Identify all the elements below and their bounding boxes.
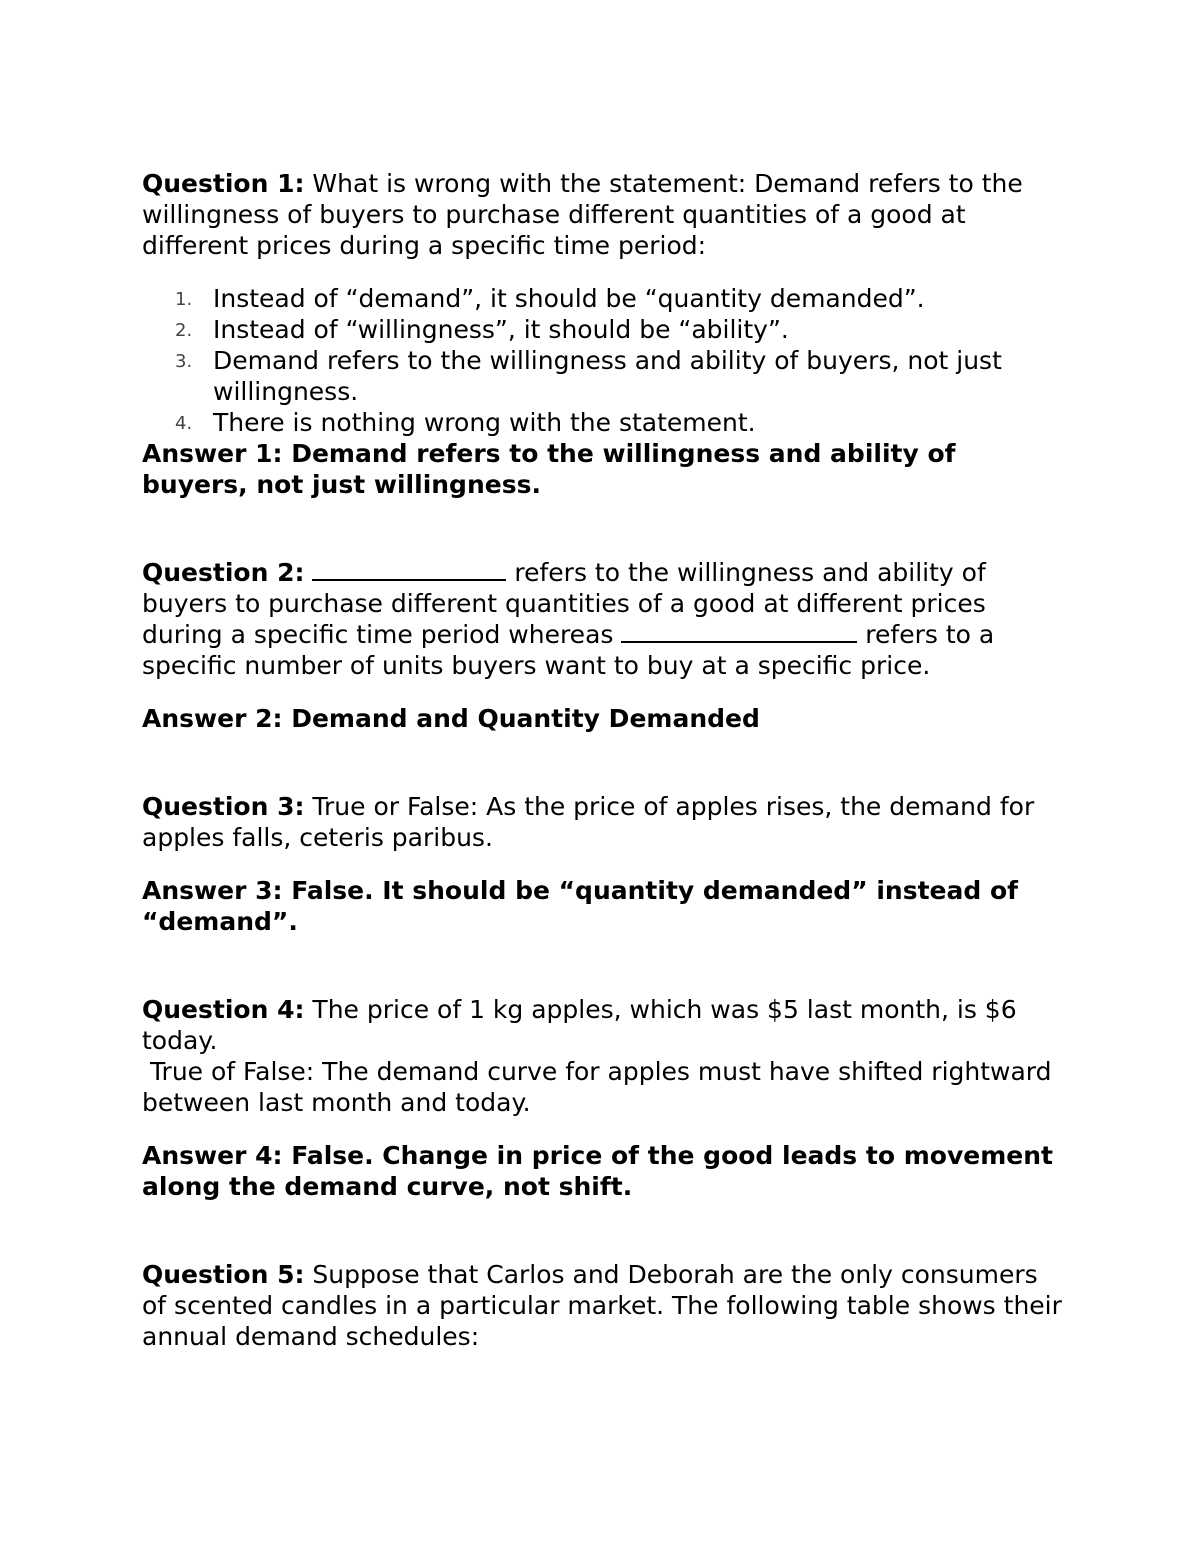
- spacer: [142, 1202, 1062, 1259]
- spacer: [142, 853, 1062, 875]
- question-3-label: Question 3:: [142, 792, 305, 821]
- question-2: [142, 557, 1062, 681]
- option-3-number: 3.: [175, 351, 193, 372]
- option-3: [142, 345, 1062, 407]
- question-5-text: Suppose that Carlos and Deborah are the only consumers of scented candles in a particular market. The following table shows their annual demand schedules:: [142, 1260, 1062, 1351]
- question-2-text-b: refers to a specific number of units buyers want to buy at a specific price.: [142, 620, 995, 680]
- option-1: [142, 283, 1062, 314]
- option-2-text: Instead of “willingness”, it should be “ability”.: [213, 315, 789, 344]
- question-5: [142, 1259, 1062, 1352]
- question-3-text: True or False: As the price of apples rises, the demand for apples falls, ceteris paribus.: [142, 792, 1035, 852]
- spacer: [142, 937, 1062, 994]
- blank-1: [312, 557, 506, 581]
- question-1-options: [142, 283, 1062, 438]
- option-4-text: There is nothing wrong with the statement.: [213, 408, 756, 437]
- question-4-label: Question 4:: [142, 995, 305, 1024]
- document-page: [142, 168, 1062, 1352]
- option-1-text: Instead of “demand”, it should be “quantity demanded”.: [213, 284, 925, 313]
- option-1-number: 1.: [175, 289, 193, 310]
- answer-2: Answer 2: Demand and Quantity Demanded: [142, 704, 760, 733]
- blank-2: [621, 619, 857, 643]
- question-3: [142, 791, 1062, 853]
- question-2-label: Question 2:: [142, 558, 305, 587]
- spacer: [142, 1118, 1062, 1140]
- spacer: [142, 734, 1062, 791]
- spacer: [142, 681, 1062, 703]
- option-4: [142, 407, 1062, 438]
- spacer: [142, 500, 1062, 557]
- question-4-text: The price of 1 kg apples, which was $5 last month, is $6 today.: [142, 995, 1017, 1055]
- answer-3: Answer 3: False. It should be “quantity demanded” instead of “demand”.: [142, 876, 1019, 936]
- question-2-text-a: refers to the willingness and ability of buyers to purchase different quantities of a good at different prices during a specific time period whereas: [142, 558, 986, 649]
- answer-1: Answer 1: Demand refers to the willingness and ability of buyers, not just willingness.: [142, 439, 956, 499]
- option-2-number: 2.: [175, 320, 193, 341]
- answer-4: Answer 4: False. Change in price of the good leads to movement along the demand curve, not shift.: [142, 1141, 1053, 1201]
- question-1-label: Question 1:: [142, 169, 305, 198]
- question-1-text: What is wrong with the statement: Demand refers to the willingness of buyers to purchase different quantities of a good at different prices during a specific time period:: [142, 169, 1023, 260]
- option-2: [142, 314, 1062, 345]
- question-1: [142, 168, 1062, 261]
- question-5-label: Question 5:: [142, 1260, 305, 1289]
- question-4-statement: True of False: The demand curve for apples must have shifted rightward between last month and today.: [142, 1057, 1060, 1117]
- option-4-number: 4.: [175, 413, 193, 434]
- option-3-text: Demand refers to the willingness and ability of buyers, not just willingness.: [213, 346, 1002, 406]
- question-4: [142, 994, 1062, 1056]
